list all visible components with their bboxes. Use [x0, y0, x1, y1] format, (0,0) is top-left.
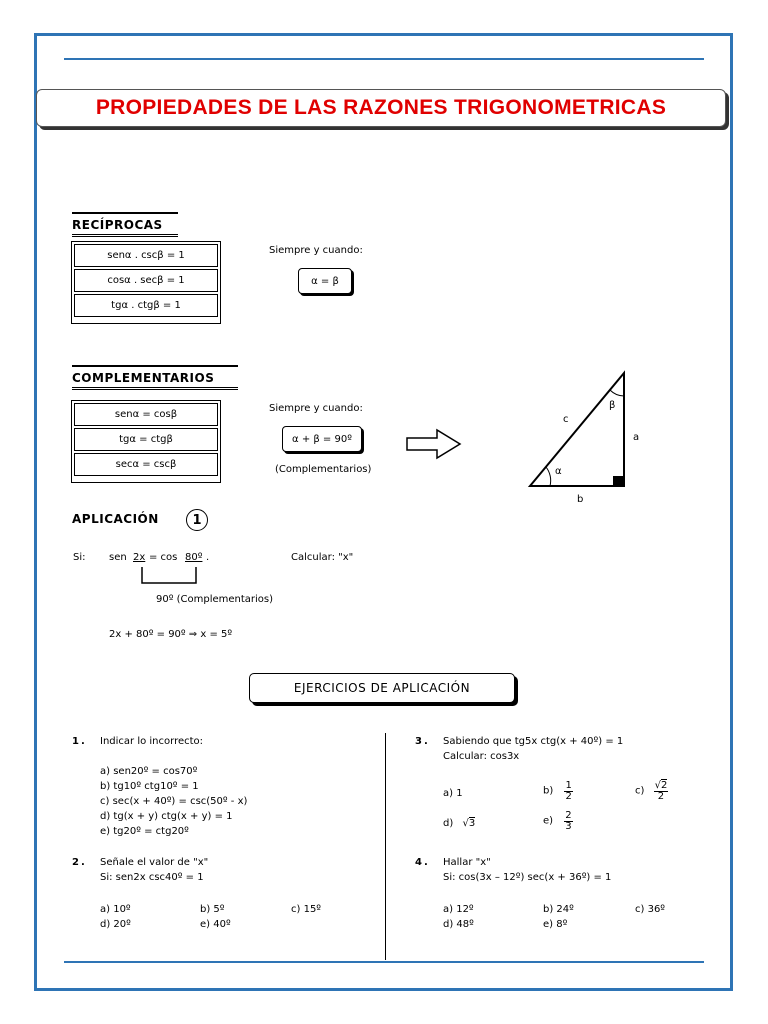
q3-option-e-label: e) [543, 815, 554, 827]
q3-option-b-fraction [564, 781, 572, 802]
column-divider [385, 733, 386, 960]
q1-number: 1. [72, 736, 87, 747]
q4-text: Hallar "x" [443, 857, 491, 868]
q3-option-b-label: b) [543, 785, 554, 797]
bottom-rule [64, 961, 704, 963]
q3-option-c [635, 781, 668, 802]
aplicacion-solution: 2x + 80º = 90º ⇒ x = 5º [109, 629, 233, 640]
q1-option: c) sec(x + 40º) = csc(50º - x) [100, 796, 248, 807]
q3-option-e-denominator: 3 [565, 821, 572, 832]
q3-text: Sabiendo que tg5x ctg(x + 40º) = 1 [443, 736, 624, 747]
q1-option: e) tg20º = ctg20º [100, 826, 189, 837]
q1-option: a) sen20º = cos70º [100, 766, 198, 777]
aplicacion-arg2: 80º [185, 552, 203, 563]
q1-option: d) tg(x + y) ctg(x + y) = 1 [100, 811, 233, 822]
aplicacion-brace-label: 90º (Complementarios) [156, 594, 274, 605]
triangle-side-c: c [563, 414, 569, 425]
q3-option-e-numerator: 2 [565, 810, 572, 821]
reciprocas-table [71, 241, 221, 324]
q4-option: d) 48º [443, 919, 474, 930]
reciprocas-row: senα . cscβ = 1 [74, 244, 218, 267]
triangle-side-a: a [633, 432, 640, 443]
aplicacion-eq-cos: = cos [149, 552, 178, 563]
q2-option: a) 10º [100, 904, 131, 915]
q4-number: 4. [415, 857, 430, 868]
triangle-angle-alpha: α [555, 466, 562, 477]
complementarios-condition-label: Siempre y cuando: [269, 403, 363, 414]
q4-text-2: Si: cos(3x – 12º) sec(x + 36º) = 1 [443, 872, 612, 883]
q3-option-e [543, 811, 573, 832]
q3-option-e-fraction [564, 811, 572, 832]
sqrt-icon: √ [462, 818, 469, 829]
q2-option: d) 20º [100, 919, 131, 930]
ejercicios-heading: EJERCICIOS DE APLICACIÓN [249, 673, 515, 703]
reciprocas-condition-label: Siempre y cuando: [269, 245, 363, 256]
q2-text-2: Si: sen2x csc40º = 1 [100, 872, 204, 883]
aplicacion-sen: sen [109, 552, 127, 563]
complementarios-note: (Complementarios) [275, 464, 372, 475]
q2-option: b) 5º [200, 904, 225, 915]
q1-text: Indicar lo incorrecto: [100, 736, 204, 747]
aplicacion-arg1: 2x [133, 552, 146, 563]
q2-option: e) 40º [200, 919, 231, 930]
aplicacion-calcular: Calcular: "x" [291, 552, 354, 563]
q4-option: e) 8º [543, 919, 568, 930]
triangle-side-b: b [577, 494, 584, 505]
complementary-brace [138, 566, 202, 586]
q4-option: c) 36º [635, 904, 666, 915]
reciprocas-condition: α = β [298, 268, 352, 294]
complementarios-row: secα = cscβ [74, 453, 218, 476]
q3-option-b-numerator: 1 [565, 780, 572, 791]
aplicacion-heading: APLICACIÓN [72, 512, 159, 526]
complementarios-heading: COMPLEMENTARIOS [72, 365, 238, 390]
q3-option-a: a) 1 [443, 788, 463, 799]
q3-text-2: Calcular: cos3x [443, 751, 520, 762]
q3-option-b [543, 781, 573, 802]
q3-option-c-radicand: 2 [660, 780, 668, 791]
arrow-right-icon [405, 428, 463, 460]
q2-option: c) 15º [291, 904, 322, 915]
q3-option-d [443, 818, 475, 830]
reciprocas-row: cosα . secβ = 1 [74, 269, 218, 292]
top-rule [64, 58, 704, 60]
q3-option-d-radicand: 3 [468, 818, 476, 829]
q3-number: 3. [415, 736, 430, 747]
q3-option-c-denominator: 2 [657, 791, 665, 802]
complementarios-table [71, 400, 221, 483]
q4-option: b) 24º [543, 904, 574, 915]
q4-option: a) 12º [443, 904, 474, 915]
complementarios-row: senα = cosβ [74, 403, 218, 426]
complementarios-condition: α + β = 90º [282, 426, 362, 452]
aplicacion-si: Si: [73, 552, 86, 563]
aplicacion-number-badge: 1 [186, 509, 208, 531]
complementarios-row: tgα = ctgβ [74, 428, 218, 451]
reciprocas-heading: RECÍPROCAS [72, 212, 178, 237]
q2-text: Señale el valor de "x" [100, 857, 209, 868]
q2-number: 2. [72, 857, 87, 868]
q3-option-b-denominator: 2 [565, 791, 572, 802]
page-title: PROPIEDADES DE LAS RAZONES TRIGONOMETRICAS [36, 89, 726, 127]
sqrt-icon: √ [654, 780, 661, 791]
triangle-angle-beta: β [609, 400, 616, 411]
q3-option-c-label: c) [635, 785, 645, 797]
q3-option-c-fraction [654, 781, 669, 802]
aplicacion-period: . [206, 552, 210, 563]
q1-option: b) tg10º ctg10º = 1 [100, 781, 199, 792]
reciprocas-row: tgα . ctgβ = 1 [74, 294, 218, 317]
q3-option-d-label: d) [443, 818, 454, 829]
